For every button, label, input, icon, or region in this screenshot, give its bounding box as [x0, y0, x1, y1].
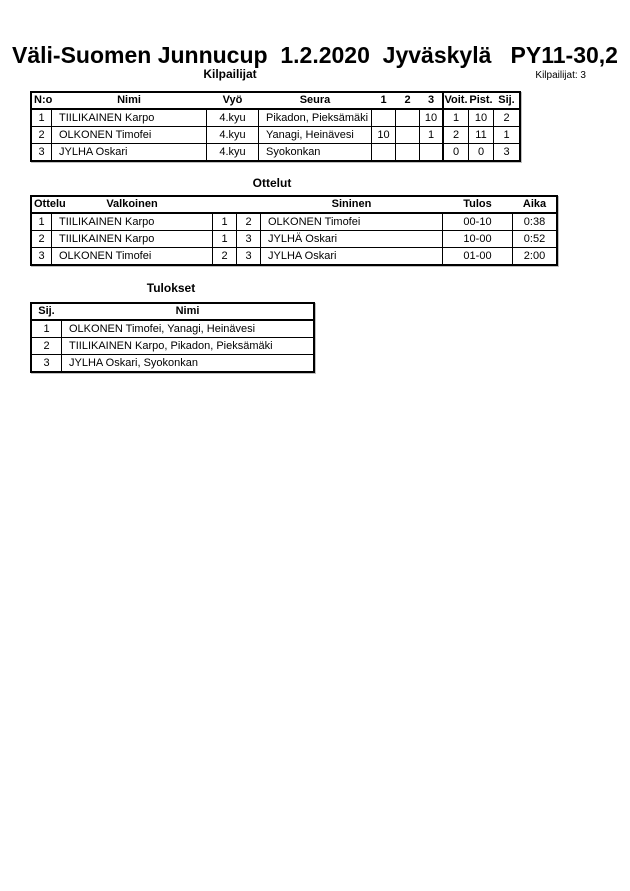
cell-pist: 10 [469, 110, 494, 126]
cell-vyo: 4.kyu [207, 127, 259, 143]
header-cell-no: N:o [34, 94, 53, 106]
cell-pist: 0 [469, 144, 494, 160]
ottelut-table [30, 195, 558, 266]
ottelut-row [32, 247, 556, 264]
cell-voit: 1 [444, 110, 469, 126]
cell-white-no: 1 [213, 214, 237, 230]
cell-match-no: 3 [32, 248, 52, 264]
header-cell-blue-no [237, 197, 261, 212]
cell-no: 1 [32, 110, 52, 126]
cell-sij: 1 [503, 129, 510, 141]
cell-place: 1 [32, 321, 62, 337]
kilpailijat-table [30, 91, 521, 162]
tulokset-table [30, 302, 315, 373]
header-cell-ottelu: Ottelu [34, 198, 66, 210]
cell-score-1 [372, 144, 396, 160]
cell-nimi: OLKONEN Timofei [52, 127, 207, 143]
header-cell-aika: Aika [522, 198, 547, 210]
header-cell-nimi: Nimi [175, 305, 200, 317]
cell-pist: 11 [469, 127, 494, 143]
ottelut-row [32, 214, 556, 230]
cell-sij: 2 [503, 112, 510, 124]
cell-white-name: TIILIKAINEN Karpo [52, 231, 213, 247]
cell-time: 0:52 [523, 233, 546, 245]
cell-seura: Pikadon, Pieksämäki [259, 110, 372, 126]
cell-blue-no: 3 [237, 248, 261, 264]
kilpailijat-header-row [32, 93, 519, 110]
section-heading-kilpailijat: Kilpailijat [203, 67, 257, 81]
cell-score-2 [396, 127, 420, 143]
cell-score-3: 1 [420, 127, 444, 143]
cell-white-name: TIILIKAINEN Karpo [52, 214, 213, 230]
header-cell-sininen: Sininen [331, 198, 372, 210]
cell-blue-name: OLKONEN Timofei [261, 214, 443, 230]
cell-vyo: 4.kyu [207, 144, 259, 160]
section-heading-tulokset: Tulokset [146, 281, 196, 295]
cell-score-1 [372, 110, 396, 126]
cell-white-no: 2 [213, 248, 237, 264]
cell-name: OLKONEN Timofei, Yanagi, Heinävesi [69, 323, 256, 335]
cell-seura: Yanagi, Heinävesi [259, 127, 372, 143]
header-cell-1: 1 [380, 94, 387, 106]
header-cell-sij: Sij. [498, 94, 515, 106]
tulokset-row [32, 354, 313, 371]
cell-no: 3 [32, 144, 52, 160]
section-heading-ottelut: Ottelut [252, 176, 292, 190]
kilpailijat-row [32, 126, 519, 143]
header-cell-pist: Pist. [469, 94, 493, 106]
cell-no: 2 [32, 127, 52, 143]
cell-name: JYLHA Oskari, Syokonkan [69, 357, 199, 369]
header-cell-valkoinen: Valkoinen [106, 198, 158, 210]
header-cell-white-no [213, 197, 237, 212]
cell-blue-name: JYLHÄ Oskari [261, 231, 443, 247]
page-title: Väli-Suomen Junnucup 1.2.2020 Jyväskylä PY11-30,2 [12, 42, 618, 68]
header-cell-2: 2 [404, 94, 411, 106]
ottelut-header-row [32, 197, 556, 214]
cell-nimi: TIILIKAINEN Karpo [52, 110, 207, 126]
cell-result: 01-00 [443, 248, 513, 264]
cell-score-3 [420, 144, 444, 160]
cell-score-2 [396, 110, 420, 126]
header-cell-vyo: Vyö [222, 94, 243, 106]
cell-score-2 [396, 144, 420, 160]
cell-blue-no: 2 [237, 214, 261, 230]
cell-vyo: 4.kyu [207, 110, 259, 126]
cell-nimi: JYLHA Oskari [52, 144, 207, 160]
cell-place: 3 [32, 355, 62, 371]
cell-white-no: 1 [213, 231, 237, 247]
kilpailijat-row [32, 110, 519, 126]
ottelut-row [32, 230, 556, 247]
cell-match-no: 2 [32, 231, 52, 247]
cell-result: 10-00 [443, 231, 513, 247]
cell-place: 2 [32, 338, 62, 354]
cell-voit: 2 [444, 127, 469, 143]
cell-blue-name: JYLHA Oskari [261, 248, 443, 264]
cell-seura: Syokonkan [259, 144, 372, 160]
header-cell-voit: Voit. [444, 94, 468, 106]
tulokset-row [32, 337, 313, 354]
header-cell-nimi: Nimi [117, 94, 141, 106]
cell-match-no: 1 [32, 214, 52, 230]
cell-score-1: 10 [372, 127, 396, 143]
cell-name: TIILIKAINEN Karpo, Pikadon, Pieksämäki [69, 340, 273, 352]
header-cell-tulos: Tulos [463, 198, 492, 210]
tulokset-row [32, 321, 313, 337]
cell-blue-no: 3 [237, 231, 261, 247]
kilpailijat-row [32, 143, 519, 160]
competitor-count-label: Kilpailijat: 3 [535, 70, 586, 81]
header-cell-3: 3 [420, 93, 444, 108]
cell-result: 00-10 [443, 214, 513, 230]
cell-time: 0:38 [523, 216, 546, 228]
header-cell-sij: Sij. [38, 305, 55, 317]
cell-score-3: 10 [420, 110, 444, 126]
header-cell-seura: Seura [299, 94, 331, 106]
tulokset-header-row [32, 304, 313, 321]
cell-time: 2:00 [523, 250, 546, 262]
cell-sij: 3 [503, 146, 510, 158]
cell-voit: 0 [444, 144, 469, 160]
cell-white-name: OLKONEN Timofei [52, 248, 213, 264]
